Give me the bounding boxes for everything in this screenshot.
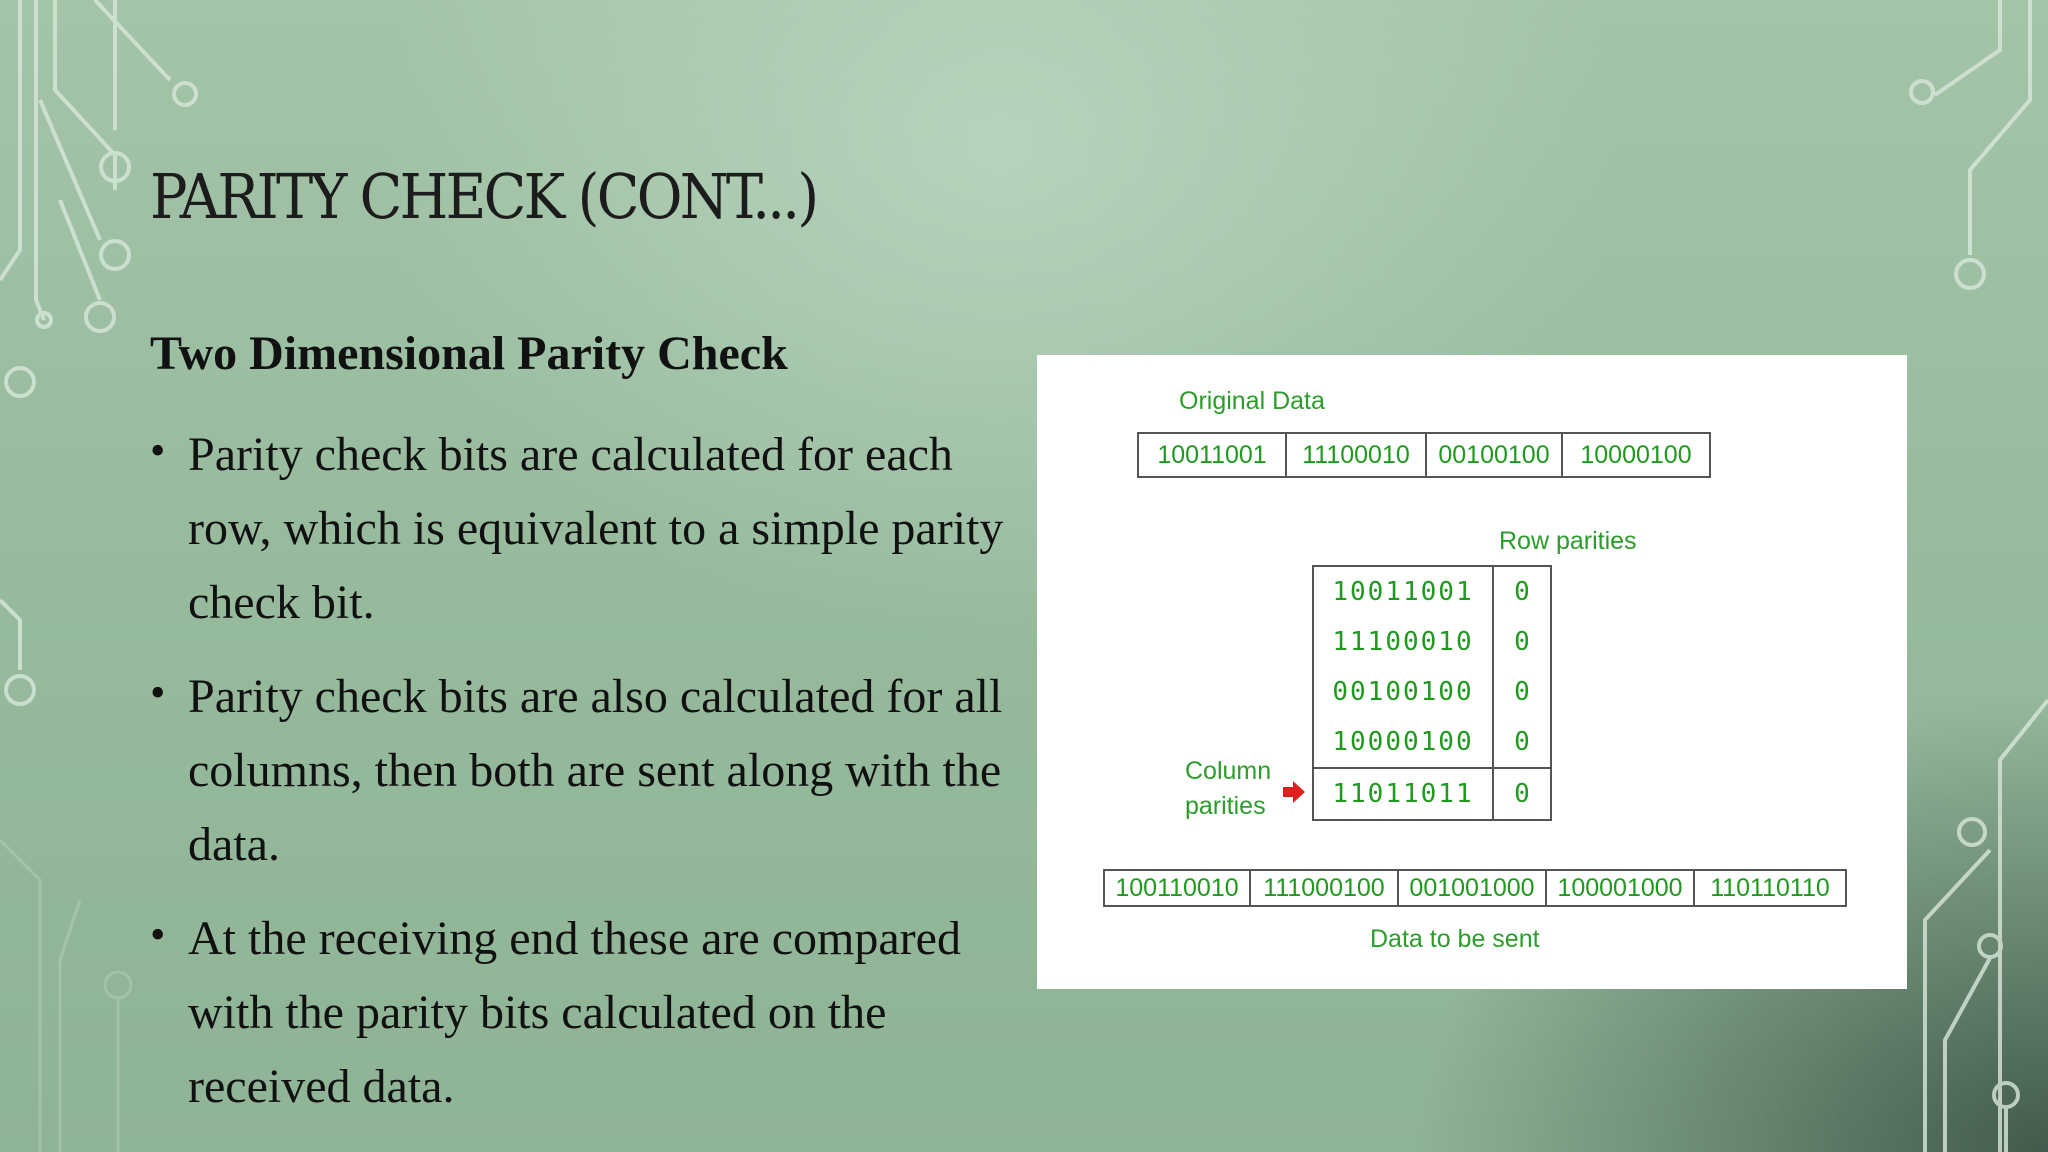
row-parity: 0 [1514,677,1530,707]
column-parity-bit: 0 [1514,779,1530,809]
bullet-item: • At the receiving end these are compared with the parity bits calculated on the received data. [150,902,1030,1124]
row-parities-label: Row parities [1499,527,1637,555]
row-bits: 10011001 [1314,567,1494,617]
row-parity: 0 [1514,577,1530,607]
bullet-list [150,418,1030,1144]
original-data-row [1137,432,1711,478]
row-bits: 11100010 [1314,617,1494,667]
column-parity-row [1314,767,1550,819]
sent-data-cell: 100110010 [1105,871,1251,905]
column-parities-label-line2: parities [1185,792,1266,820]
data-to-be-sent-label: Data to be sent [1370,925,1540,953]
original-data-cell: 00100100 [1427,434,1563,476]
slide-subtitle: Two Dimensional Parity Check [150,327,788,380]
row-parity: 0 [1514,627,1530,657]
sent-data-cell: 100001000 [1547,871,1695,905]
sent-data-cell: 111000100 [1251,871,1399,905]
original-data-label: Original Data [1179,387,1325,415]
bullet-item: • Parity check bits are calculated for each row, which is equivalent to a simple parity check bit. [150,418,1030,640]
parity-matrix [1312,565,1552,821]
original-data-cell: 10000100 [1580,441,1692,469]
slide-title: PARITY CHECK (CONT...) [150,160,817,233]
matrix-row [1314,617,1550,667]
matrix-row [1314,667,1550,717]
sent-data-cell: 110110110 [1710,874,1830,902]
column-parity-bits: 11011011 [1314,769,1494,819]
sent-data-cell: 001001000 [1399,871,1547,905]
bullet-item: • Parity check bits are also calculated for all columns, then both are sent along with the data. [150,660,1030,882]
original-data-cell: 10011001 [1139,434,1287,476]
row-bits: 00100100 [1314,667,1494,717]
matrix-row [1314,567,1550,617]
row-parity: 0 [1514,727,1530,757]
row-bits: 10000100 [1314,717,1494,767]
right-arrow-icon [1283,781,1305,803]
matrix-row [1314,717,1550,767]
original-data-cell: 11100010 [1287,434,1427,476]
sent-data-row [1103,869,1847,907]
parity-diagram [1037,355,1907,989]
column-parities-label-line1: Column [1185,757,1272,785]
